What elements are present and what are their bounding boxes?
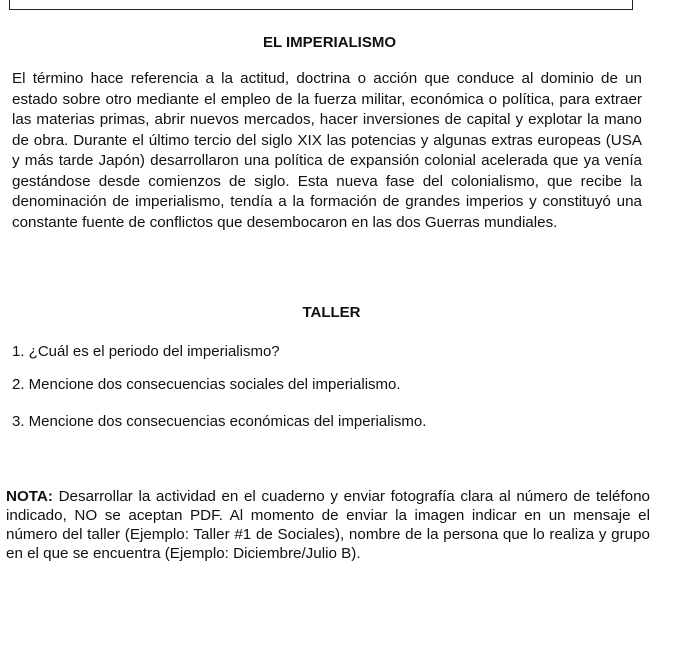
workshop-title: TALLER xyxy=(302,304,361,321)
question-1: 1. ¿Cuál es el periodo del imperialismo? xyxy=(12,343,280,360)
note-label: NOTA: xyxy=(6,488,53,505)
note-paragraph xyxy=(6,487,650,563)
question-2: 2. Mencione dos consecuencias sociales del imperialismo. xyxy=(12,376,401,393)
question-3: 3. Mencione dos consecuencias económicas del imperialismo. xyxy=(12,413,427,430)
page-title: EL IMPERIALISMO xyxy=(262,34,397,51)
intro-paragraph: El término hace referencia a la actitud, doctrina o acción que conduce al dominio de un estado sobre otro mediante el empleo de la fuerza militar, económica o política, para extraer las materias primas, abrir nuevos mercados, hacer inversiones de capital y explotar la mano de obra. Durante el último tercio del siglo XIX las potencias y algunas extras europeas (USA y más tarde Japón) desarrollaron una política de expansión colonial acelerada que ya venía gestándose desde comienzos de siglo. Esta nueva fase del colonialismo, que recibe la denominación de imperialismo, tendía a la formación de grandes imperios y constituyó una constante fuente de conflictos que desembocaron en las dos Guerras mundiales. xyxy=(12,70,642,231)
header-box xyxy=(9,0,633,10)
note-text: Desarrollar la actividad en el cuaderno y enviar fotografía clara al número de teléfono indicado, NO se aceptan PDF. Al momento de enviar la imagen indicar en un mensaje el número del taller (Ejemplo: Taller #1 de Sociales), nombre de la persona que lo realiza y grupo en el que se encuentra (Ejemplo: Diciembre/Julio B). xyxy=(6,488,650,562)
